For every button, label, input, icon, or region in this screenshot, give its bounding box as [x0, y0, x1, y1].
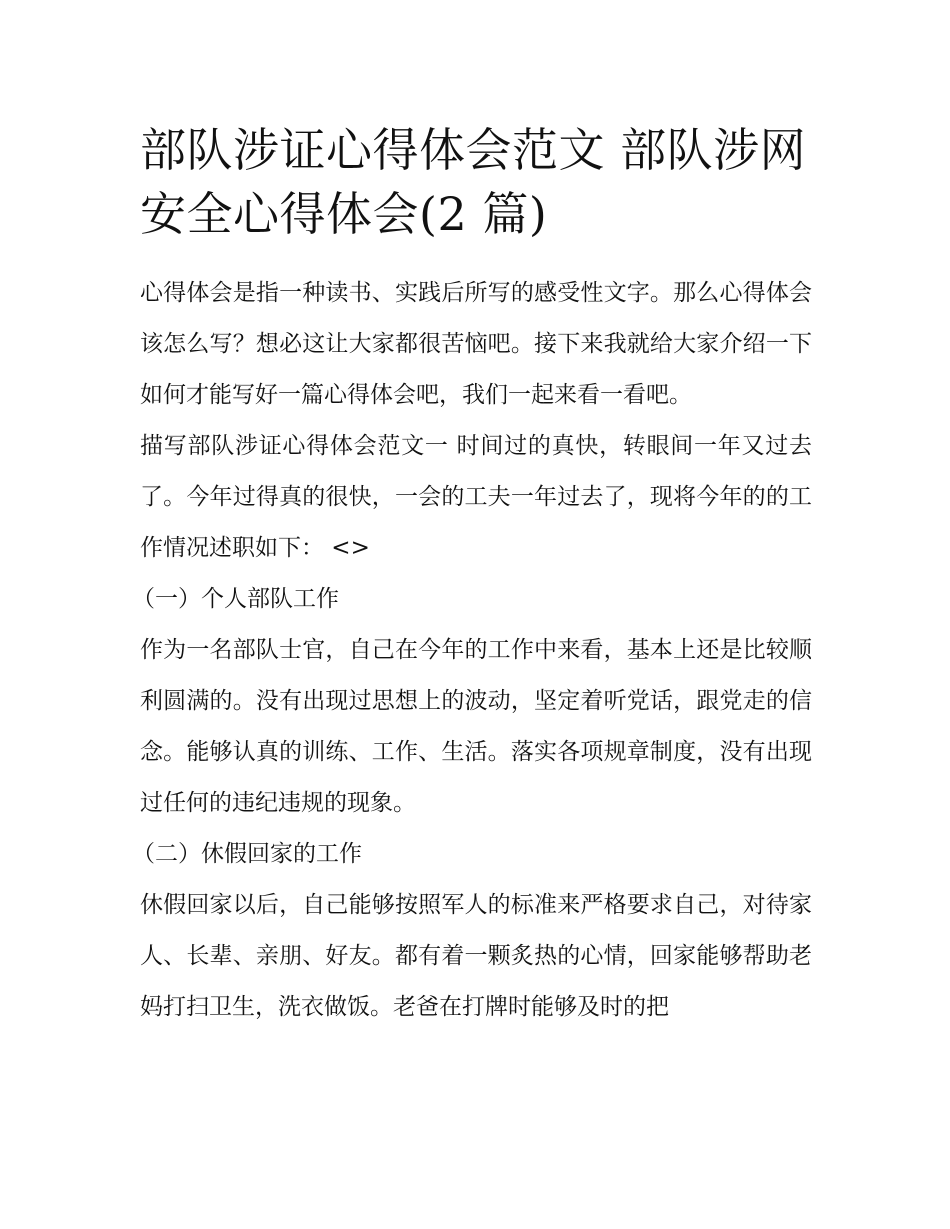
section-body-personal-work: 作为一名部队士官，自己在今年的工作中来看，基本上还是比较顺利圆满的。没有出现过思想上的波动，坚定着听党话，跟党走的信念。能够认真的训练、工作、生活。落实各项规章制度，没有出现过任何的违纪违规的现象。: [140, 637, 812, 816]
intro-paragraph: 心得体会是指一种读书、实践后所写的感受性文字。那么心得体会该怎么写？想必这让大家都很苦恼吧。接下来我就给大家介绍一下如何才能写好一篇心得体会吧，我们一起来看一看吧。: [140, 280, 812, 408]
section-heading-home-leave: （二）休假回家的工作: [132, 841, 362, 867]
section-heading-personal-work: （一）个人部队工作: [132, 586, 339, 612]
document-title: 部队涉证心得体会范文 部队涉网安全心得体会(2 篇): [140, 123, 807, 241]
section-body-home-leave: 休假回家以后，自己能够按照军人的标准来严格要求自己，对待家人、长辈、亲朋、好友。都有着一颗炙热的心情，回家能够帮助老妈打扫卫生，洗衣做饭。老爸在打牌时能够及时的把: [140, 892, 812, 1020]
sample-opening-paragraph: 描写部队涉证心得体会范文一 时间过的真快，转眼间一年又过去了。今年过得真的很快，一会的工夫一年过去了，现将今年的的工作情况述职如下： <>: [140, 433, 812, 561]
document-page: [132, 118, 812, 1033]
